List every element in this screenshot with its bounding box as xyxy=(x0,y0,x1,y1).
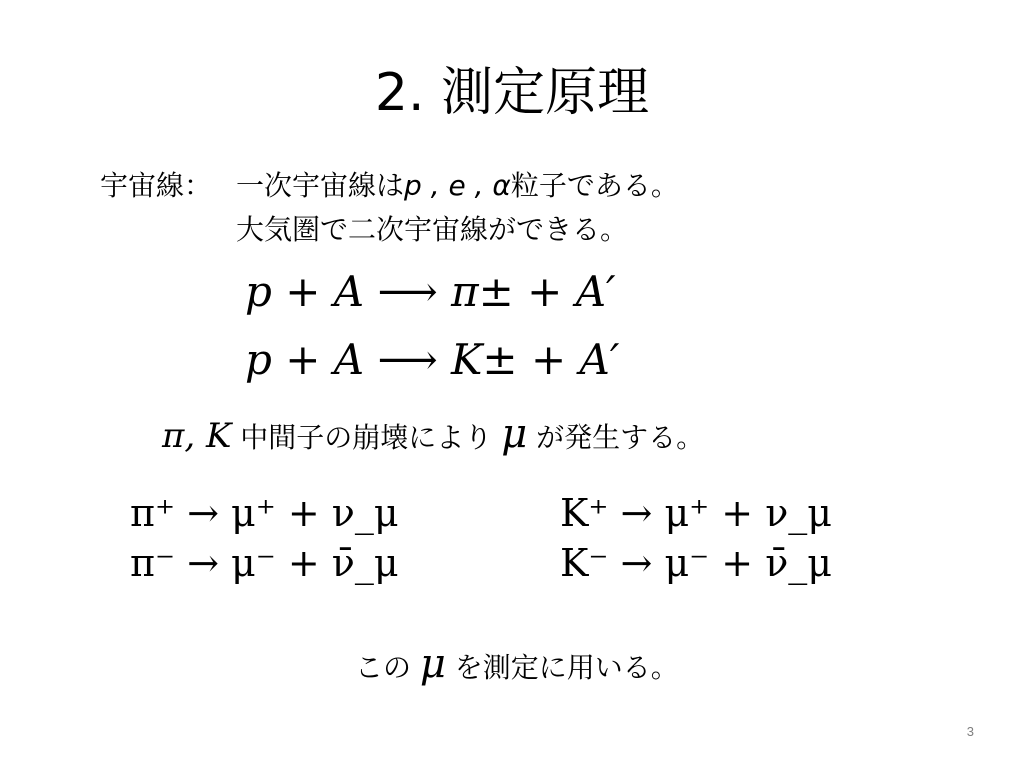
reaction-kaon-minus: K⁻ → μ⁻ + ν̄_μ xyxy=(560,541,832,585)
reaction-kaon-plus: K⁺ → μ⁺ + ν_μ xyxy=(560,491,832,535)
decay-suffix-text: が発生する。 xyxy=(527,421,705,454)
line1-suffix: 粒子である。 xyxy=(510,169,679,202)
decay-middle-text: 中間子の崩壊により xyxy=(231,421,502,454)
use-prefix-text: この xyxy=(355,651,420,684)
page-number: 3 xyxy=(966,724,974,739)
slide-title: 2. 測定原理 xyxy=(374,63,650,123)
reaction-pion-minus: π⁻ → μ⁻ + ν̄_μ xyxy=(130,541,399,585)
line1-prefix: 一次宇宙線は xyxy=(236,169,405,202)
muon-symbol-measure: μ xyxy=(419,641,446,687)
use-suffix-text: を測定に用いる。 xyxy=(445,651,679,684)
measurement-sentence xyxy=(355,642,679,690)
meson-symbols: π, K xyxy=(162,416,232,456)
cosmic-ray-label: 宇宙線： xyxy=(100,169,213,202)
meson-decay-sentence xyxy=(162,412,704,460)
particle-list: p , e , α xyxy=(404,169,511,202)
equation-pion-production: p + A ⟶ π± + A′ xyxy=(245,267,616,316)
equation-kaon-production: p + A ⟶ K± + A′ xyxy=(245,335,620,384)
secondary-cosmic-ray-text: 大気圏で二次宇宙線ができる。 xyxy=(236,213,629,246)
muon-symbol: μ xyxy=(501,411,528,457)
primary-cosmic-ray-text xyxy=(236,168,679,204)
reaction-pion-plus: π⁺ → μ⁺ + ν_μ xyxy=(130,491,399,535)
